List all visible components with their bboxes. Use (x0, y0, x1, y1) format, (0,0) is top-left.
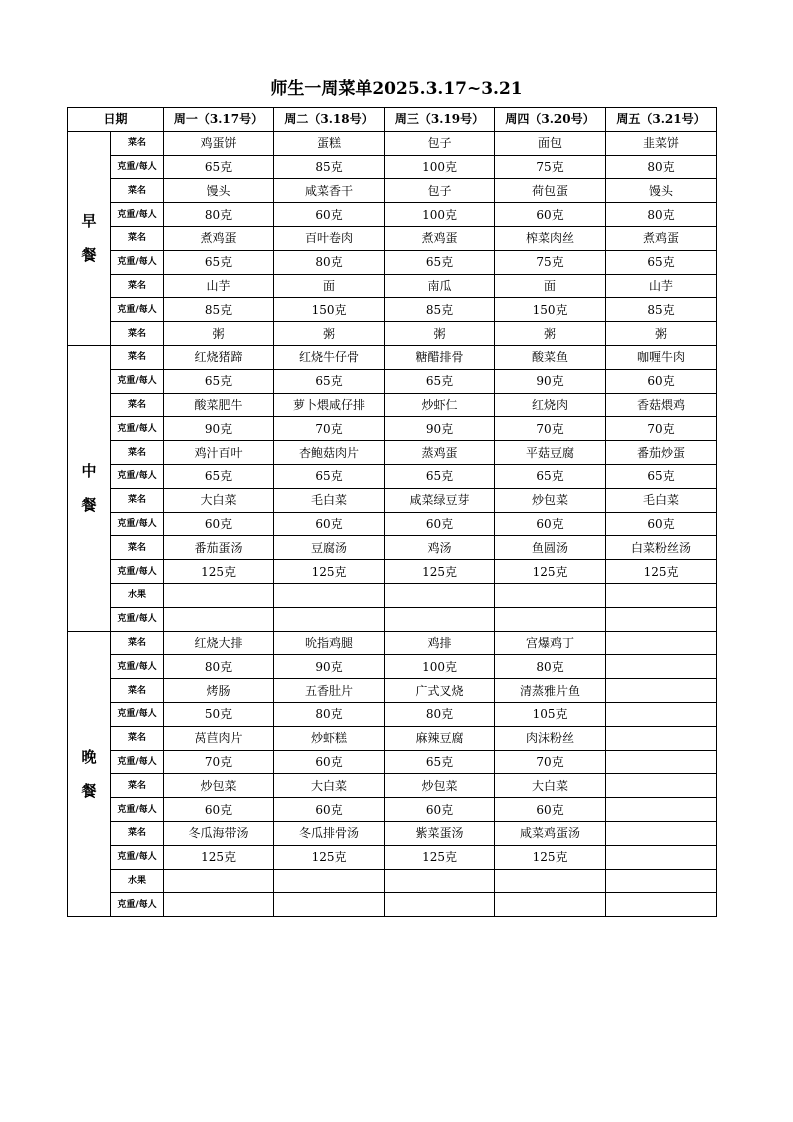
menu-cell: 炒虾仁 (385, 393, 495, 417)
menu-cell: 60克 (164, 798, 274, 822)
dinner-row (68, 893, 717, 917)
breakfast-row (68, 274, 717, 298)
menu-cell: 煮鸡蛋 (385, 226, 495, 250)
breakfast-row (68, 179, 717, 203)
menu-cell: 红烧牛仔骨 (274, 345, 385, 369)
menu-cell (385, 893, 495, 917)
menu-cell: 90克 (164, 417, 274, 441)
menu-cell: 65克 (164, 464, 274, 488)
row-label: 克重/每人 (111, 298, 164, 322)
menu-cell (385, 869, 495, 893)
header-date: 日期 (68, 108, 164, 132)
menu-cell (164, 607, 274, 631)
menu-cell: 炒包菜 (385, 774, 495, 798)
row-label: 克重/每人 (111, 702, 164, 726)
menu-cell: 冬瓜排骨汤 (274, 821, 385, 845)
row-label: 克重/每人 (111, 798, 164, 822)
menu-cell (164, 869, 274, 893)
menu-cell: 65克 (385, 750, 495, 774)
dinner-row (68, 869, 717, 893)
menu-cell: 鸡蛋饼 (164, 131, 274, 155)
menu-cell: 清蒸雅片鱼 (495, 679, 606, 703)
menu-cell: 150克 (495, 298, 606, 322)
menu-cell (495, 583, 606, 607)
menu-cell: 65克 (164, 369, 274, 393)
menu-cell: 125克 (274, 845, 385, 869)
menu-cell (606, 750, 717, 774)
row-label: 克重/每人 (111, 512, 164, 536)
menu-cell: 五香肚片 (274, 679, 385, 703)
row-label: 水果 (111, 583, 164, 607)
menu-cell: 蛋糕 (274, 131, 385, 155)
row-label: 克重/每人 (111, 750, 164, 774)
lunch-row (68, 441, 717, 465)
menu-cell: 冬瓜海带汤 (164, 821, 274, 845)
menu-cell: 大白菜 (495, 774, 606, 798)
menu-cell: 百叶卷肉 (274, 226, 385, 250)
menu-cell: 50克 (164, 702, 274, 726)
row-label: 克重/每人 (111, 250, 164, 274)
menu-cell: 鸡汁百叶 (164, 441, 274, 465)
menu-cell: 鱼圆汤 (495, 536, 606, 560)
menu-cell: 韭菜饼 (606, 131, 717, 155)
menu-cell: 豆腐汤 (274, 536, 385, 560)
menu-cell: 75克 (495, 250, 606, 274)
menu-cell: 75克 (495, 155, 606, 179)
menu-cell: 面包 (495, 131, 606, 155)
page-title: 师生一周菜单2025.3.17~3.21 (270, 79, 523, 99)
menu-cell: 60克 (274, 750, 385, 774)
menu-cell: 80克 (385, 702, 495, 726)
menu-cell: 85克 (274, 155, 385, 179)
menu-cell: 荷包蛋 (495, 179, 606, 203)
row-label: 菜名 (111, 179, 164, 203)
menu-cell: 70克 (606, 417, 717, 441)
menu-cell: 90克 (274, 655, 385, 679)
menu-cell: 酸菜鱼 (495, 345, 606, 369)
menu-cell: 60克 (274, 798, 385, 822)
menu-cell: 紫菜蛋汤 (385, 821, 495, 845)
menu-cell: 馒头 (606, 179, 717, 203)
menu-cell (606, 607, 717, 631)
menu-cell: 煮鸡蛋 (606, 226, 717, 250)
menu-cell: 60克 (385, 512, 495, 536)
row-label: 克重/每人 (111, 655, 164, 679)
breakfast-label-char: 餐 (81, 246, 97, 265)
row-label: 菜名 (111, 679, 164, 703)
menu-body (68, 108, 717, 917)
dinner-label-char: 餐 (81, 781, 97, 800)
menu-cell: 酸菜肥牛 (164, 393, 274, 417)
menu-cell (274, 869, 385, 893)
menu-cell: 炒虾糕 (274, 726, 385, 750)
dinner-row (68, 798, 717, 822)
menu-cell: 60克 (606, 512, 717, 536)
menu-cell: 平菇豆腐 (495, 441, 606, 465)
menu-cell: 125克 (495, 845, 606, 869)
menu-cell: 70克 (274, 417, 385, 441)
row-label: 克重/每人 (111, 560, 164, 584)
menu-cell: 60克 (164, 512, 274, 536)
menu-cell (606, 726, 717, 750)
lunch-row (68, 488, 717, 512)
dinner-row (68, 655, 717, 679)
menu-cell: 65克 (385, 250, 495, 274)
menu-cell: 蒸鸡蛋 (385, 441, 495, 465)
menu-cell: 毛白菜 (606, 488, 717, 512)
lunch-label-char: 中 (81, 462, 97, 481)
breakfast-row (68, 203, 717, 227)
menu-cell (164, 893, 274, 917)
dinner-label-char: 晚 (81, 747, 97, 766)
menu-cell (606, 798, 717, 822)
menu-cell: 125克 (385, 560, 495, 584)
menu-cell: 粥 (164, 322, 274, 346)
breakfast-row (68, 155, 717, 179)
menu-cell: 面 (274, 274, 385, 298)
breakfast-row (68, 322, 717, 346)
menu-cell: 大白菜 (164, 488, 274, 512)
menu-cell: 毛白菜 (274, 488, 385, 512)
menu-cell (606, 583, 717, 607)
menu-cell: 咖喱牛肉 (606, 345, 717, 369)
row-label: 菜名 (111, 488, 164, 512)
menu-cell: 萝卜煨咸仔排 (274, 393, 385, 417)
menu-cell: 100克 (385, 655, 495, 679)
menu-cell: 咸菜鸡蛋汤 (495, 821, 606, 845)
menu-cell: 麻辣豆腐 (385, 726, 495, 750)
menu-cell: 宫爆鸡丁 (495, 631, 606, 655)
menu-cell: 80克 (164, 203, 274, 227)
dinner-row (68, 750, 717, 774)
menu-cell: 面 (495, 274, 606, 298)
row-label: 菜名 (111, 322, 164, 346)
row-label: 菜名 (111, 821, 164, 845)
breakfast-row (68, 298, 717, 322)
row-label: 水果 (111, 869, 164, 893)
menu-cell: 鸡排 (385, 631, 495, 655)
menu-cell: 广式叉烧 (385, 679, 495, 703)
menu-cell: 65克 (606, 250, 717, 274)
lunch-row (68, 583, 717, 607)
menu-cell (385, 583, 495, 607)
menu-cell: 60克 (274, 512, 385, 536)
menu-cell (164, 583, 274, 607)
menu-cell: 85克 (385, 298, 495, 322)
menu-cell: 炒包菜 (164, 774, 274, 798)
menu-cell: 红烧大排 (164, 631, 274, 655)
weekly-menu-table (67, 107, 717, 917)
menu-cell: 85克 (606, 298, 717, 322)
row-label: 菜名 (111, 226, 164, 250)
menu-cell (606, 869, 717, 893)
row-label: 菜名 (111, 631, 164, 655)
menu-cell: 肉沫粉丝 (495, 726, 606, 750)
dinner-label (68, 631, 111, 917)
menu-cell: 70克 (164, 750, 274, 774)
menu-cell (385, 607, 495, 631)
menu-cell (274, 583, 385, 607)
row-label: 菜名 (111, 393, 164, 417)
lunch-row (68, 560, 717, 584)
header-row (68, 108, 717, 132)
menu-cell: 番茄炒蛋 (606, 441, 717, 465)
menu-cell: 咸菜绿豆芽 (385, 488, 495, 512)
header-day: 周五（3.21号） (606, 108, 717, 132)
menu-cell: 80克 (606, 155, 717, 179)
row-label: 克重/每人 (111, 893, 164, 917)
menu-cell: 60克 (495, 512, 606, 536)
menu-cell (495, 607, 606, 631)
menu-cell: 70克 (495, 417, 606, 441)
menu-cell: 100克 (385, 155, 495, 179)
menu-cell: 鸡汤 (385, 536, 495, 560)
menu-cell (606, 845, 717, 869)
menu-cell: 山芋 (606, 274, 717, 298)
menu-cell: 80克 (164, 655, 274, 679)
menu-cell (606, 631, 717, 655)
menu-cell: 莴苣肉片 (164, 726, 274, 750)
menu-cell: 60克 (274, 203, 385, 227)
menu-cell (495, 893, 606, 917)
header-day: 周四（3.20号） (495, 108, 606, 132)
menu-cell (274, 893, 385, 917)
menu-cell: 65克 (274, 464, 385, 488)
menu-cell: 70克 (495, 750, 606, 774)
menu-cell: 番茄蛋汤 (164, 536, 274, 560)
menu-cell (274, 607, 385, 631)
breakfast-label (68, 131, 111, 345)
menu-cell: 80克 (606, 203, 717, 227)
menu-cell: 90克 (495, 369, 606, 393)
menu-cell: 山芋 (164, 274, 274, 298)
menu-cell: 杏鲍菇肉片 (274, 441, 385, 465)
row-label: 菜名 (111, 441, 164, 465)
menu-cell: 红烧肉 (495, 393, 606, 417)
menu-cell: 白菜粉丝汤 (606, 536, 717, 560)
menu-cell: 125克 (164, 845, 274, 869)
row-label: 克重/每人 (111, 417, 164, 441)
lunch-row (68, 345, 717, 369)
dinner-row (68, 702, 717, 726)
menu-cell: 包子 (385, 131, 495, 155)
menu-cell (606, 702, 717, 726)
menu-cell: 80克 (495, 655, 606, 679)
header-day: 周三（3.19号） (385, 108, 495, 132)
menu-cell: 65克 (164, 155, 274, 179)
menu-cell: 包子 (385, 179, 495, 203)
row-label: 菜名 (111, 774, 164, 798)
menu-cell: 65克 (274, 369, 385, 393)
menu-cell: 125克 (606, 560, 717, 584)
menu-cell: 南瓜 (385, 274, 495, 298)
menu-cell (606, 774, 717, 798)
menu-cell: 香菇煨鸡 (606, 393, 717, 417)
menu-cell: 粥 (606, 322, 717, 346)
menu-cell: 125克 (164, 560, 274, 584)
lunch-label (68, 345, 111, 631)
row-label: 菜名 (111, 274, 164, 298)
menu-cell: 烤肠 (164, 679, 274, 703)
lunch-row (68, 417, 717, 441)
row-label: 菜名 (111, 536, 164, 560)
menu-cell: 红烧猪蹄 (164, 345, 274, 369)
row-label: 克重/每人 (111, 203, 164, 227)
menu-cell (606, 893, 717, 917)
lunch-label-char: 餐 (81, 496, 97, 515)
menu-cell: 65克 (385, 369, 495, 393)
row-label: 克重/每人 (111, 607, 164, 631)
menu-cell (495, 869, 606, 893)
menu-cell: 65克 (385, 464, 495, 488)
menu-cell: 60克 (606, 369, 717, 393)
menu-cell (606, 655, 717, 679)
menu-cell: 榨菜肉丝 (495, 226, 606, 250)
menu-cell: 80克 (274, 702, 385, 726)
menu-cell: 大白菜 (274, 774, 385, 798)
row-label: 克重/每人 (111, 464, 164, 488)
lunch-row (68, 464, 717, 488)
menu-cell: 65克 (606, 464, 717, 488)
menu-cell: 80克 (274, 250, 385, 274)
menu-cell: 粥 (385, 322, 495, 346)
menu-cell: 咸菜香干 (274, 179, 385, 203)
row-label: 克重/每人 (111, 155, 164, 179)
menu-cell: 85克 (164, 298, 274, 322)
menu-cell: 粥 (495, 322, 606, 346)
dinner-row (68, 679, 717, 703)
menu-cell: 60克 (385, 798, 495, 822)
menu-cell: 煮鸡蛋 (164, 226, 274, 250)
breakfast-row (68, 250, 717, 274)
header-day: 周二（3.18号） (274, 108, 385, 132)
dinner-row (68, 821, 717, 845)
menu-cell: 65克 (164, 250, 274, 274)
row-label: 菜名 (111, 726, 164, 750)
menu-cell: 60克 (495, 203, 606, 227)
header-day: 周一（3.17号） (164, 108, 274, 132)
menu-cell: 炒包菜 (495, 488, 606, 512)
row-label: 菜名 (111, 345, 164, 369)
menu-cell: 125克 (385, 845, 495, 869)
menu-cell: 105克 (495, 702, 606, 726)
lunch-row (68, 536, 717, 560)
row-label: 克重/每人 (111, 845, 164, 869)
menu-cell: 150克 (274, 298, 385, 322)
breakfast-row (68, 131, 717, 155)
menu-cell: 125克 (274, 560, 385, 584)
breakfast-row (68, 226, 717, 250)
lunch-row (68, 369, 717, 393)
lunch-row (68, 393, 717, 417)
menu-cell: 60克 (495, 798, 606, 822)
menu-cell (606, 679, 717, 703)
menu-cell: 吮指鸡腿 (274, 631, 385, 655)
lunch-row (68, 607, 717, 631)
lunch-row (68, 512, 717, 536)
row-label: 菜名 (111, 131, 164, 155)
menu-cell: 粥 (274, 322, 385, 346)
menu-cell: 100克 (385, 203, 495, 227)
dinner-row (68, 774, 717, 798)
menu-cell: 糖醋排骨 (385, 345, 495, 369)
dinner-row (68, 845, 717, 869)
breakfast-label-char: 早 (81, 212, 97, 231)
dinner-row (68, 631, 717, 655)
menu-cell: 125克 (495, 560, 606, 584)
menu-cell: 65克 (495, 464, 606, 488)
row-label: 克重/每人 (111, 369, 164, 393)
menu-cell (606, 821, 717, 845)
dinner-row (68, 726, 717, 750)
menu-cell: 90克 (385, 417, 495, 441)
menu-cell: 馒头 (164, 179, 274, 203)
